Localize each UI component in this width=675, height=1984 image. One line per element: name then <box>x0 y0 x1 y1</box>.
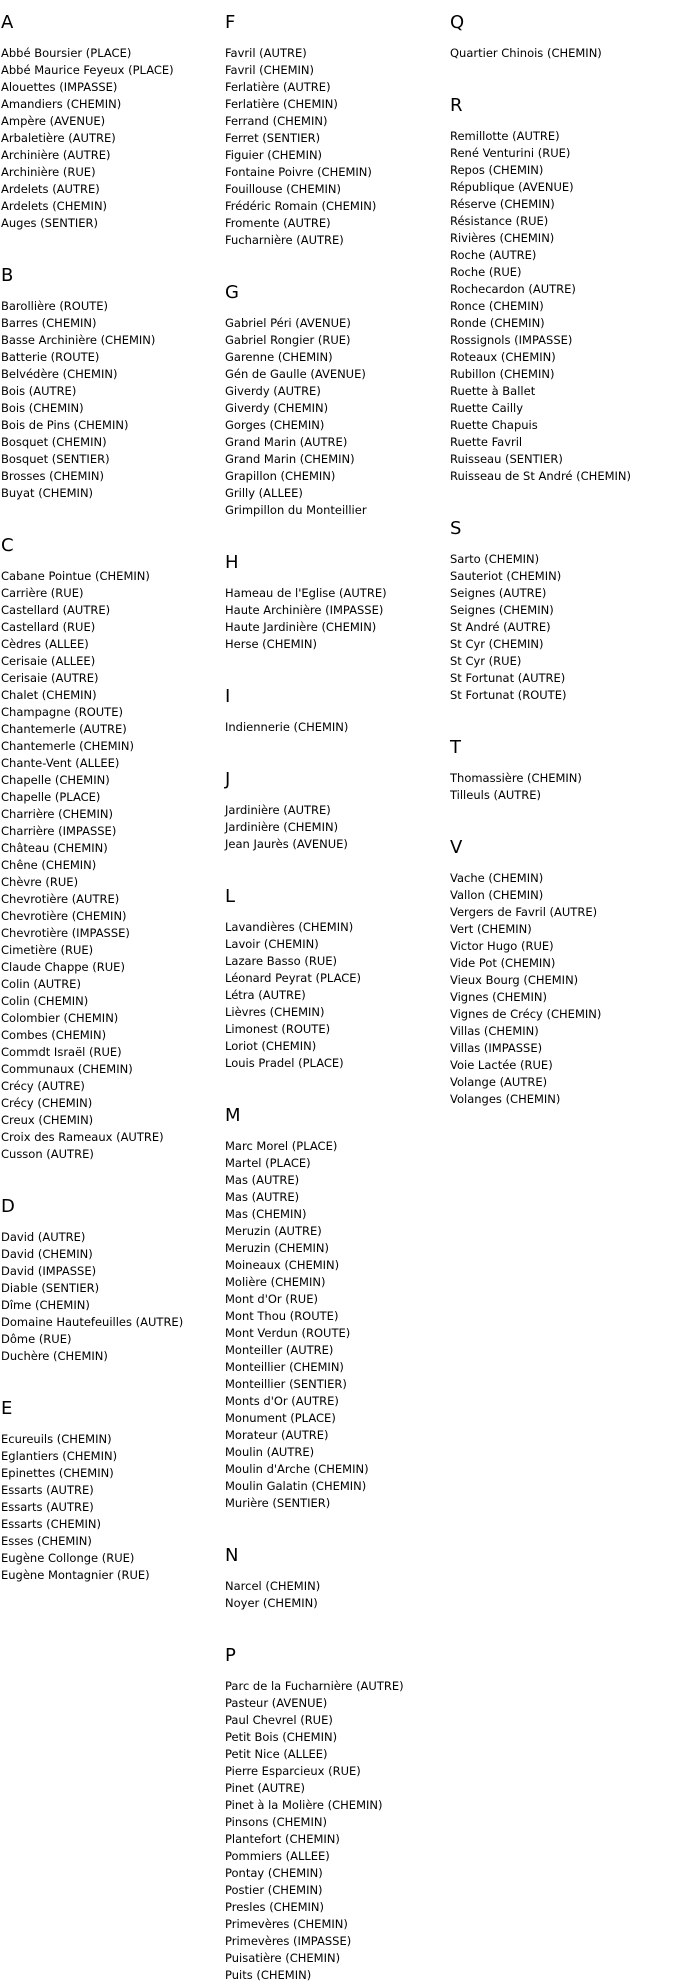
street-entry: République (AVENUE) <box>450 180 574 194</box>
street-entry: Charrière (IMPASSE) <box>1 824 117 838</box>
street-column-2 <box>225 0 447 1984</box>
street-entry: Epinettes (CHEMIN) <box>1 1466 114 1480</box>
street-entry: Mont Thou (ROUTE) <box>225 1309 339 1323</box>
street-list <box>225 1678 447 1984</box>
street-entry: Basse Archinière (CHEMIN) <box>1 333 156 347</box>
street-entry: Vieux Bourg (CHEMIN) <box>450 973 579 987</box>
street-entry: Monts d'Or (AUTRE) <box>225 1394 339 1408</box>
street-entry: Pommiers (ALLEE) <box>225 1849 330 1863</box>
street-entry: Commdt Israël (RUE) <box>1 1045 122 1059</box>
street-list <box>1 568 223 1163</box>
letter-section-p <box>225 1645 447 1984</box>
street-entry: Ecureuils (CHEMIN) <box>1 1432 112 1446</box>
street-entry: Meruzin (CHEMIN) <box>225 1241 330 1255</box>
letter-section-s <box>450 518 672 704</box>
street-entry: Vignes (CHEMIN) <box>450 990 547 1004</box>
street-entry: St Cyr (RUE) <box>450 654 522 668</box>
street-entry: Lavoir (CHEMIN) <box>225 937 319 951</box>
street-entry: Amandiers (CHEMIN) <box>1 97 122 111</box>
street-entry: Ruette à Ballet <box>450 384 536 398</box>
street-entry: Favril (AUTRE) <box>225 46 307 60</box>
street-entry: Murière (SENTIER) <box>225 1496 331 1510</box>
street-entry: Villas (CHEMIN) <box>450 1024 539 1038</box>
street-entry: Moulin (AUTRE) <box>225 1445 315 1459</box>
street-entry: Lièvres (CHEMIN) <box>225 1005 325 1019</box>
section-spacer <box>1 232 223 253</box>
street-entry: Roteaux (CHEMIN) <box>450 350 556 364</box>
section-letter-heading: T <box>450 737 461 758</box>
street-entry: Grand Marin (AUTRE) <box>225 435 348 449</box>
street-entry: Fontaine Poivre (CHEMIN) <box>225 165 372 179</box>
section-letter-heading: M <box>225 1105 241 1126</box>
street-entry: David (IMPASSE) <box>1 1264 97 1278</box>
street-entry: Ruisseau (SENTIER) <box>450 452 563 466</box>
street-entry: Jardinière (CHEMIN) <box>225 820 339 834</box>
street-list <box>450 551 672 704</box>
section-letter-heading: V <box>450 837 463 858</box>
street-entry: Vert (CHEMIN) <box>450 922 532 936</box>
street-entry: Mas (CHEMIN) <box>225 1207 307 1221</box>
street-column-1 <box>1 0 223 1584</box>
street-entry: Gorges (CHEMIN) <box>225 418 325 432</box>
street-entry: Vignes de Crécy (CHEMIN) <box>450 1007 602 1021</box>
street-entry: Creux (CHEMIN) <box>1 1113 94 1127</box>
street-entry: Eugène Collonge (RUE) <box>1 1551 135 1565</box>
street-entry: Primevères (IMPASSE) <box>225 1934 352 1948</box>
street-entry: Giverdy (AUTRE) <box>225 384 321 398</box>
street-entry: Fromente (AUTRE) <box>225 216 331 230</box>
street-entry: Parc de la Fucharnière (AUTRE) <box>225 1679 404 1693</box>
street-entry: Vache (CHEMIN) <box>450 871 544 885</box>
street-list <box>1 298 223 502</box>
street-entry: Charrière (CHEMIN) <box>1 807 113 821</box>
street-entry: Monteiller (AUTRE) <box>225 1343 334 1357</box>
section-spacer <box>450 704 672 725</box>
street-entry: Gabriel Rongier (RUE) <box>225 333 351 347</box>
street-entry: David (AUTRE) <box>1 1230 86 1244</box>
street-entry: Barres (CHEMIN) <box>1 316 97 330</box>
section-letter-heading: J <box>225 769 231 790</box>
street-entry: Pinet (AUTRE) <box>225 1781 305 1795</box>
letter-section-e <box>1 1398 223 1584</box>
street-list <box>450 128 672 485</box>
street-list <box>450 770 672 804</box>
street-entry: Mas (AUTRE) <box>225 1173 300 1187</box>
section-letter-heading: R <box>450 95 463 116</box>
section-spacer <box>225 1072 447 1093</box>
section-spacer <box>1 502 223 523</box>
street-entry: Duchère (CHEMIN) <box>1 1349 108 1363</box>
street-entry: Ardelets (AUTRE) <box>1 182 100 196</box>
street-entry: Croix des Rameaux (AUTRE) <box>1 1130 164 1144</box>
street-entry: Herse (CHEMIN) <box>225 637 318 651</box>
street-entry: Bosquet (CHEMIN) <box>1 435 107 449</box>
street-entry: Chevrotière (IMPASSE) <box>1 926 130 940</box>
street-entry: Louis Pradel (PLACE) <box>225 1056 344 1070</box>
section-letter-heading: A <box>1 12 14 33</box>
street-entry: Ruette Favril <box>450 435 523 449</box>
street-entry: Narcel (CHEMIN) <box>225 1579 321 1593</box>
street-entry: Colin (CHEMIN) <box>1 994 89 1008</box>
letter-section-g <box>225 282 447 519</box>
street-entry: Cimetière (RUE) <box>1 943 94 957</box>
street-entry: Grand Marin (CHEMIN) <box>225 452 355 466</box>
street-entry: Roche (AUTRE) <box>450 248 537 262</box>
street-entry: Gabriel Péri (AVENUE) <box>225 316 351 330</box>
street-entry: St Fortunat (ROUTE) <box>450 688 567 702</box>
street-entry: Bois (CHEMIN) <box>1 401 84 415</box>
section-letter-heading: L <box>225 886 236 907</box>
section-letter-heading: E <box>1 1398 13 1419</box>
street-entry: Ferlatière (CHEMIN) <box>225 97 338 111</box>
street-list <box>225 45 447 249</box>
street-entry: Petit Bois (CHEMIN) <box>225 1730 338 1744</box>
letter-section-c <box>1 535 223 1163</box>
letter-section-t <box>450 737 672 804</box>
section-letter-heading: D <box>1 1196 15 1217</box>
street-entry: Rochecardon (AUTRE) <box>450 282 576 296</box>
street-entry: Colin (AUTRE) <box>1 977 81 991</box>
street-entry: Brosses (CHEMIN) <box>1 469 104 483</box>
street-entry: Crécy (CHEMIN) <box>1 1096 93 1110</box>
street-entry: Chapelle (CHEMIN) <box>1 773 110 787</box>
street-entry: Cerisaie (ALLEE) <box>1 654 96 668</box>
street-entry: Cerisaie (AUTRE) <box>1 671 99 685</box>
street-entry: Garenne (CHEMIN) <box>225 350 333 364</box>
street-entry: Figuier (CHEMIN) <box>225 148 323 162</box>
street-entry: Castellard (RUE) <box>1 620 96 634</box>
street-entry: Ardelets (CHEMIN) <box>1 199 108 213</box>
section-letter-heading: F <box>225 12 236 33</box>
street-list <box>450 45 672 62</box>
street-entry: Ferrand (CHEMIN) <box>225 114 328 128</box>
street-entry: Fucharnière (AUTRE) <box>225 233 344 247</box>
street-entry: Remillotte (AUTRE) <box>450 129 560 143</box>
street-entry: Noyer (CHEMIN) <box>225 1596 318 1610</box>
section-spacer <box>450 62 672 83</box>
street-entry: Grilly (ALLEE) <box>225 486 303 500</box>
street-entry: Jean Jaurès (AVENUE) <box>225 837 348 851</box>
street-entry: Villas (IMPASSE) <box>450 1041 543 1055</box>
street-list <box>225 315 447 519</box>
street-entry: Diable (SENTIER) <box>1 1281 100 1295</box>
street-entry: Batterie (ROUTE) <box>1 350 100 364</box>
street-entry: Petit Nice (ALLEE) <box>225 1747 328 1761</box>
street-entry: Sarto (CHEMIN) <box>450 552 540 566</box>
street-entry: Monteillier (SENTIER) <box>225 1377 347 1391</box>
street-entry: Postier (CHEMIN) <box>225 1883 323 1897</box>
letter-section-r <box>450 95 672 485</box>
street-entry: Arbaletière (AUTRE) <box>1 131 116 145</box>
street-entry: Lavandières (CHEMIN) <box>225 920 354 934</box>
street-entry: St Fortunat (AUTRE) <box>450 671 566 685</box>
street-entry: Mont d'Or (RUE) <box>225 1292 318 1306</box>
street-entry: Chantemerle (CHEMIN) <box>1 739 135 753</box>
street-list <box>225 1578 447 1612</box>
street-entry: Alouettes (IMPASSE) <box>1 80 118 94</box>
street-entry: Ruette Cailly <box>450 401 524 415</box>
street-entry: Castellard (AUTRE) <box>1 603 111 617</box>
street-entry: Domaine Hautefeuilles (AUTRE) <box>1 1315 184 1329</box>
street-entry: Volange (AUTRE) <box>450 1075 548 1089</box>
street-entry: Jardinière (AUTRE) <box>225 803 331 817</box>
street-list <box>225 919 447 1072</box>
section-letter-heading: N <box>225 1545 239 1566</box>
section-spacer <box>225 249 447 270</box>
street-entry: Létra (AUTRE) <box>225 988 306 1002</box>
street-entry: Meruzin (AUTRE) <box>225 1224 322 1238</box>
street-entry: Rivières (CHEMIN) <box>450 231 555 245</box>
street-entry: Résistance (RUE) <box>450 214 549 228</box>
street-entry: Chevrotière (AUTRE) <box>1 892 120 906</box>
street-entry: Eglantiers (CHEMIN) <box>1 1449 118 1463</box>
street-entry: Roche (RUE) <box>450 265 522 279</box>
street-entry: Champagne (ROUTE) <box>1 705 123 719</box>
street-entry: Paul Chevrel (RUE) <box>225 1713 333 1727</box>
street-entry: Grapillon (CHEMIN) <box>225 469 336 483</box>
street-entry: Puits (CHEMIN) <box>225 1968 312 1982</box>
street-entry: Moineaux (CHEMIN) <box>225 1258 340 1272</box>
street-entry: Colombier (CHEMIN) <box>1 1011 119 1025</box>
street-entry: Vallon (CHEMIN) <box>450 888 544 902</box>
street-entry: Rossignols (IMPASSE) <box>450 333 573 347</box>
street-entry: Monument (PLACE) <box>225 1411 336 1425</box>
street-entry: Claude Chappe (RUE) <box>1 960 125 974</box>
street-entry: Molière (CHEMIN) <box>225 1275 326 1289</box>
street-entry: Ruette Chapuis <box>450 418 538 432</box>
street-entry: Pasteur (AVENUE) <box>225 1696 328 1710</box>
street-list <box>1 45 223 232</box>
street-entry: Sauteriot (CHEMIN) <box>450 569 562 583</box>
street-entry: Lazare Basso (RUE) <box>225 954 338 968</box>
street-entry: Léonard Peyrat (PLACE) <box>225 971 362 985</box>
street-entry: Essarts (AUTRE) <box>1 1483 94 1497</box>
street-entry: Chèvre (RUE) <box>1 875 79 889</box>
street-list <box>225 1138 447 1512</box>
street-entry: Chalet (CHEMIN) <box>1 688 97 702</box>
street-list <box>225 585 447 653</box>
section-spacer <box>225 853 447 874</box>
street-entry: Eugène Montagnier (RUE) <box>1 1568 150 1582</box>
section-letter-heading: I <box>225 686 231 707</box>
street-entry: St André (AUTRE) <box>450 620 551 634</box>
street-entry: Bosquet (SENTIER) <box>1 452 110 466</box>
letter-section-m <box>225 1105 447 1512</box>
street-entry: René Venturini (RUE) <box>450 146 571 160</box>
section-letter-heading: G <box>225 282 239 303</box>
street-entry: Chevrotière (CHEMIN) <box>1 909 127 923</box>
letter-section-h <box>225 552 447 653</box>
section-letter-heading: C <box>1 535 14 556</box>
street-column-3 <box>450 0 672 1108</box>
street-entry: Indiennerie (CHEMIN) <box>225 720 349 734</box>
street-entry: Chantemerle (AUTRE) <box>1 722 127 736</box>
street-entry: Fouillouse (CHEMIN) <box>225 182 341 196</box>
street-entry: David (CHEMIN) <box>1 1247 93 1261</box>
street-entry: Vergers de Favril (AUTRE) <box>450 905 598 919</box>
street-entry: Voie Lactée (RUE) <box>450 1058 553 1072</box>
street-entry: Haute Jardinière (CHEMIN) <box>225 620 377 634</box>
letter-section-a <box>1 12 223 232</box>
street-entry: Ampère (AVENUE) <box>1 114 106 128</box>
street-entry: Vide Pot (CHEMIN) <box>450 956 556 970</box>
street-entry: Pinsons (CHEMIN) <box>225 1815 327 1829</box>
letter-section-d <box>1 1196 223 1365</box>
letter-section-l <box>225 886 447 1072</box>
street-entry: Esses (CHEMIN) <box>1 1534 92 1548</box>
street-entry: Quartier Chinois (CHEMIN) <box>450 46 602 60</box>
street-entry: Chante-Vent (ALLEE) <box>1 756 120 770</box>
street-entry: Abbé Boursier (PLACE) <box>1 46 132 60</box>
section-spacer <box>225 1512 447 1533</box>
street-entry: Cabane Pointue (CHEMIN) <box>1 569 150 583</box>
street-entry: Belvédère (CHEMIN) <box>1 367 118 381</box>
street-entry: Archinière (RUE) <box>1 165 96 179</box>
street-entry: Ronde (CHEMIN) <box>450 316 545 330</box>
street-entry: Morateur (AUTRE) <box>225 1428 329 1442</box>
street-entry: Ruisseau de St André (CHEMIN) <box>450 469 631 483</box>
street-list <box>225 802 447 853</box>
street-entry: Moulin Galatin (CHEMIN) <box>225 1479 367 1493</box>
section-spacer <box>225 736 447 757</box>
street-entry: Ferlatière (AUTRE) <box>225 80 331 94</box>
letter-section-v <box>450 837 672 1108</box>
street-entry: Essarts (AUTRE) <box>1 1500 94 1514</box>
street-entry: Puisatière (CHEMIN) <box>225 1951 341 1965</box>
section-spacer <box>450 804 672 825</box>
street-entry: Primevères (CHEMIN) <box>225 1917 348 1931</box>
street-entry: Mont Verdun (ROUTE) <box>225 1326 351 1340</box>
street-entry: Combes (CHEMIN) <box>1 1028 107 1042</box>
section-spacer <box>225 1612 447 1633</box>
street-list <box>1 1229 223 1365</box>
section-spacer <box>225 519 447 540</box>
street-entry: Victor Hugo (RUE) <box>450 939 554 953</box>
street-entry: Essarts (CHEMIN) <box>1 1517 102 1531</box>
street-entry: Gén de Gaulle (AVENUE) <box>225 367 366 381</box>
street-entry: Ronce (CHEMIN) <box>450 299 544 313</box>
street-entry: Bois de Pins (CHEMIN) <box>1 418 129 432</box>
street-entry: Repos (CHEMIN) <box>450 163 544 177</box>
street-entry: Pinet à la Molière (CHEMIN) <box>225 1798 383 1812</box>
letter-section-j <box>225 769 447 853</box>
section-spacer <box>450 485 672 506</box>
street-entry: Haute Archinière (IMPASSE) <box>225 603 384 617</box>
letter-section-q <box>450 12 672 62</box>
street-entry: Presles (CHEMIN) <box>225 1900 325 1914</box>
section-letter-heading: Q <box>450 12 465 33</box>
street-entry: Grimpillon du Monteillier <box>225 503 367 517</box>
section-spacer <box>1 1163 223 1184</box>
street-entry: Loriot (CHEMIN) <box>225 1039 317 1053</box>
street-entry: Cèdres (ALLEE) <box>1 637 89 651</box>
street-entry: Buyat (CHEMIN) <box>1 486 94 500</box>
street-entry: Giverdy (CHEMIN) <box>225 401 329 415</box>
section-spacer <box>225 653 447 674</box>
street-entry: Pontay (CHEMIN) <box>225 1866 323 1880</box>
street-entry: Bois (AUTRE) <box>1 384 77 398</box>
street-entry: Seignes (CHEMIN) <box>450 603 554 617</box>
section-letter-heading: H <box>225 552 239 573</box>
street-entry: Martel (PLACE) <box>225 1156 311 1170</box>
letter-section-n <box>225 1545 447 1612</box>
street-entry: Rubillon (CHEMIN) <box>450 367 555 381</box>
street-entry: Château (CHEMIN) <box>1 841 108 855</box>
street-entry: Pierre Esparcieux (RUE) <box>225 1764 361 1778</box>
street-entry: Communaux (CHEMIN) <box>1 1062 133 1076</box>
street-entry: Moulin d'Arche (CHEMIN) <box>225 1462 369 1476</box>
street-entry: Plantefort (CHEMIN) <box>225 1832 340 1846</box>
street-entry: Dôme (RUE) <box>1 1332 72 1346</box>
street-entry: Auges (SENTIER) <box>1 216 98 230</box>
street-entry: Crécy (AUTRE) <box>1 1079 85 1093</box>
street-entry: Limonest (ROUTE) <box>225 1022 331 1036</box>
street-entry: Mas (AUTRE) <box>225 1190 300 1204</box>
street-entry: Hameau de l'Eglise (AUTRE) <box>225 586 387 600</box>
section-spacer <box>1 1365 223 1386</box>
street-entry: Archinière (AUTRE) <box>1 148 111 162</box>
section-letter-heading: S <box>450 518 462 539</box>
street-entry: Marc Morel (PLACE) <box>225 1139 338 1153</box>
section-letter-heading: B <box>1 265 14 286</box>
street-entry: Abbé Maurice Feyeux (PLACE) <box>1 63 174 77</box>
street-entry: Dîme (CHEMIN) <box>1 1298 90 1312</box>
street-entry: St Cyr (CHEMIN) <box>450 637 544 651</box>
street-entry: Cusson (AUTRE) <box>1 1147 94 1161</box>
street-entry: Seignes (AUTRE) <box>450 586 547 600</box>
letter-section-f <box>225 12 447 249</box>
section-letter-heading: P <box>225 1645 236 1666</box>
street-list <box>450 870 672 1108</box>
street-entry: Ferret (SENTIER) <box>225 131 321 145</box>
letter-section-i <box>225 686 447 736</box>
letter-section-b <box>1 265 223 502</box>
street-entry: Favril (CHEMIN) <box>225 63 315 77</box>
street-list <box>225 719 447 736</box>
street-entry: Chêne (CHEMIN) <box>1 858 97 872</box>
street-entry: Thomassière (CHEMIN) <box>450 771 582 785</box>
street-entry: Carrière (RUE) <box>1 586 84 600</box>
street-entry: Volanges (CHEMIN) <box>450 1092 561 1106</box>
street-list <box>1 1431 223 1584</box>
street-entry: Frédéric Romain (CHEMIN) <box>225 199 377 213</box>
street-entry: Tilleuls (AUTRE) <box>450 788 542 802</box>
street-entry: Monteillier (CHEMIN) <box>225 1360 344 1374</box>
street-entry: Réserve (CHEMIN) <box>450 197 555 211</box>
street-entry: Chapelle (PLACE) <box>1 790 101 804</box>
street-entry: Barollière (ROUTE) <box>1 299 109 313</box>
